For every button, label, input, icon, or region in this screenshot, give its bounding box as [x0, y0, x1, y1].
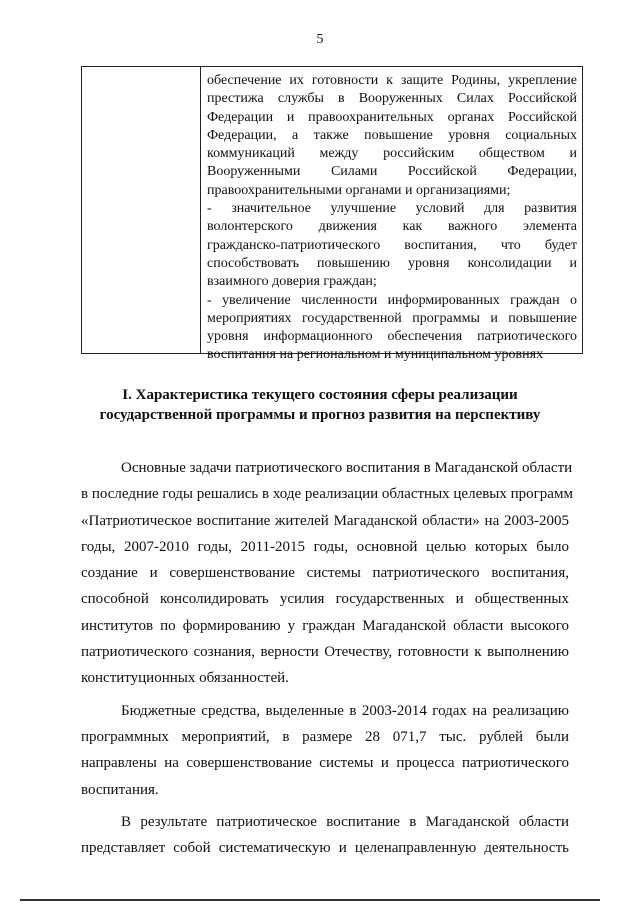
paragraph — [81, 455, 573, 692]
goals-table — [81, 66, 583, 363]
paragraph-line: «Патриотическое воспитание жителей Магаданской области» на 2003-2005 — [81, 512, 569, 529]
table-line: Вооруженными Силами Российской Федерации, — [207, 164, 577, 180]
paragraph-line: институтов по формированию у граждан Магаданской области высокого — [81, 617, 569, 634]
section-heading-line: I. Характеристика текущего состояния сферы реализации — [122, 387, 518, 403]
table-line: коммуникаций между российским обществом и — [207, 146, 577, 162]
paragraph-line: годы, 2007-2010 годы, 2011-2015 годы, основной целью которых было — [81, 538, 569, 555]
table-line: воспитания на региональном и муниципальном уровнях — [207, 347, 544, 363]
paragraph — [81, 809, 569, 862]
table-line: гражданско-патриотического воспитания, что будет — [207, 237, 577, 253]
table-right-cell — [201, 67, 582, 363]
paragraph-line: Основные задачи патриотического воспитания в Магаданской области — [121, 460, 573, 476]
paragraph-line: представляет собой систематическую и целенаправленную деятельность — [81, 840, 569, 857]
section-heading — [60, 385, 580, 425]
table-line: Федерации, а также повышение уровня социальных — [207, 127, 577, 143]
paragraph-line: направлены на совершенствование системы и процесса патриотического — [81, 755, 569, 772]
paragraph-line: программных мероприятий, в размере 28 071,7 тыс. рублей были — [81, 728, 569, 745]
table-left-cell — [82, 67, 201, 353]
table-line: престижа службы в Вооруженных Силах Российской — [207, 91, 577, 107]
paragraph-line: воспитания. — [81, 781, 159, 798]
paragraph-line: Бюджетные средства, выделенные в 2003-2014 годах на реализацию — [121, 702, 569, 719]
page-bottom-rule — [20, 899, 600, 901]
paragraph-line: создание и совершенствование системы патриотического воспитания, — [81, 565, 569, 582]
page-number: 5 — [316, 32, 324, 47]
paragraph-line: В результате патриотическое воспитание в Магаданской области — [121, 813, 569, 830]
table-line: правоохранительными органами и организациями; — [207, 182, 511, 198]
table-line: обеспечение их готовности к защите Родины, укрепление — [207, 73, 577, 88]
table-line: способствовать повышению уровня консолидации и — [207, 255, 577, 271]
table-line: взаимного доверия граждан; — [207, 274, 377, 290]
table-line: уровня информационного обеспечения патриотического — [207, 329, 577, 345]
table-line: мероприятиях государственной программы и повышение — [207, 310, 577, 326]
table-line: - увеличение численности информированных граждан о — [207, 292, 577, 308]
paragraph-line: конституционных обязанностей. — [81, 670, 289, 687]
section-heading-line: государственной программы и прогноз развития на перспективу — [99, 407, 541, 423]
table-line: волонтерского движения как важного элемента — [207, 219, 577, 235]
paragraph-line: способной консолидировать усилия государственных и общественных — [81, 591, 569, 608]
paragraph-line: патриотического сознания, верности Отечеству, готовности к выполнению — [81, 644, 569, 661]
paragraph-line: в последние годы решались в ходе реализации областных целевых программ — [81, 486, 573, 503]
table-line: Федерации и правоохранительных органах Российской — [207, 109, 577, 125]
table-line: - значительное улучшение условий для развития — [207, 201, 577, 217]
body-text — [81, 455, 573, 867]
paragraph — [81, 698, 569, 803]
